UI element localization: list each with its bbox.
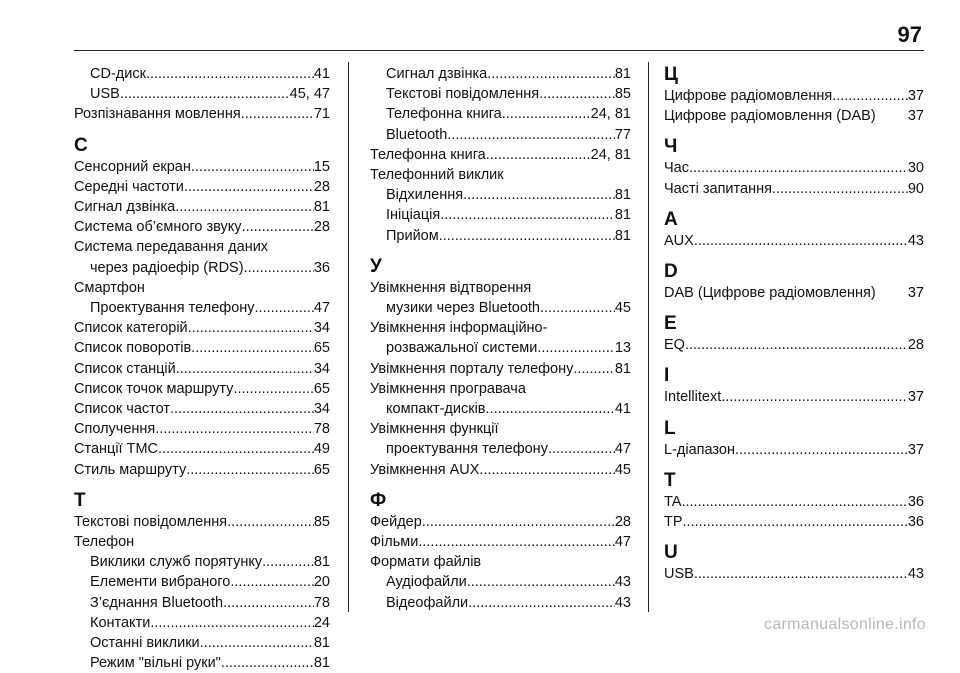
index-entry[interactable] — [74, 64, 330, 84]
index-entry[interactable] — [74, 157, 330, 177]
index-term: Система передавання даних — [74, 239, 269, 256]
index-entry-page: 43 — [907, 232, 924, 249]
index-entry-page: 81 — [313, 554, 330, 571]
index-entry-page: 78 — [313, 421, 330, 438]
index-entry-label: Система об’ємного звуку — [74, 219, 242, 236]
index-entry-label: Режим "вільні руки" — [90, 655, 221, 672]
index-entry-label: Телефонна книга — [386, 106, 502, 123]
leader-dots — [832, 86, 908, 106]
leader-dots — [486, 145, 591, 165]
index-entry-label: Увімкнення порталу телефону — [370, 360, 574, 377]
index-entry[interactable] — [370, 205, 631, 225]
index-entry-label: Контакти — [90, 614, 151, 631]
index-entry-label: Сигнал дзвінка — [386, 66, 488, 82]
index-entry-page: 43 — [907, 566, 924, 583]
index-entry-label: Список частот — [74, 401, 171, 418]
index-letter-heading: Т — [74, 489, 86, 511]
index-entry[interactable] — [370, 185, 631, 205]
column-divider — [648, 62, 649, 612]
index-entry[interactable] — [74, 419, 330, 439]
leader-dots — [502, 104, 591, 124]
index-entry-label: Текстові повідомлення — [74, 513, 228, 530]
leader-dots — [191, 338, 314, 358]
index-entry-page: 47 — [313, 300, 330, 317]
index-entry-label: Текстові повідомлення — [386, 86, 540, 103]
index-entry-label: через радіоефір (RDS) — [90, 259, 244, 276]
index-entry[interactable] — [74, 572, 330, 592]
index-term: Увімкнення програвача — [370, 380, 526, 397]
index-entry-label: Список поворотів — [74, 340, 192, 357]
leader-dots — [155, 419, 314, 439]
index-entry-label: Виклики служб порятунку — [90, 554, 263, 571]
index-letter-heading: U — [664, 542, 678, 564]
leader-dots — [468, 593, 615, 613]
index-entry[interactable] — [370, 338, 631, 358]
leader-dots — [537, 338, 615, 358]
leader-dots — [242, 217, 314, 237]
leader-dots — [422, 512, 615, 532]
index-entry[interactable] — [664, 283, 924, 303]
index-entry-label: Стиль маршруту — [74, 461, 187, 478]
index-term: Увімкнення відтворення — [370, 279, 532, 296]
index-entry[interactable] — [74, 318, 330, 338]
index-entry[interactable] — [370, 84, 631, 104]
leader-dots — [447, 125, 615, 145]
index-entry-label: USB — [90, 86, 120, 103]
index-entry-page: 37 — [907, 441, 924, 458]
index-entry-page: 81 — [614, 66, 631, 82]
leader-dots — [146, 64, 314, 84]
leader-dots — [721, 387, 908, 407]
index-entry-page: 47 — [614, 534, 631, 551]
index-term: Телефонний виклик — [370, 167, 504, 184]
index-entry-page: 78 — [313, 594, 330, 611]
index-entry-label: З’єднання Bluetooth — [90, 594, 224, 611]
index-entry[interactable] — [370, 226, 631, 246]
index-entry[interactable] — [370, 593, 631, 613]
index-entry-label: TP — [664, 514, 683, 531]
index-entry-label: Відхилення — [386, 187, 464, 204]
leader-dots — [158, 439, 314, 459]
index-entry-page: 34 — [313, 320, 330, 337]
leader-dots — [170, 399, 314, 419]
index-entry-label: Intellitext — [664, 389, 722, 406]
index-column-1 — [74, 64, 330, 673]
index-entry-page: 43 — [614, 574, 631, 591]
index-entry-label: Елементи вибраного — [90, 574, 231, 591]
index-entry-page: 24, 81 — [590, 106, 631, 123]
leader-dots — [467, 572, 615, 592]
index-entry-page: 81 — [614, 227, 631, 244]
index-term: Смартфон — [74, 279, 145, 296]
index-entry-label: Останні виклики — [90, 635, 200, 652]
index-entry[interactable] — [664, 492, 924, 512]
index-entry-label: Список станцій — [74, 360, 176, 377]
index-entry-page: 37 — [907, 108, 924, 125]
index-entry-page: 37 — [907, 285, 924, 302]
index-entry[interactable] — [370, 439, 631, 459]
index-entry[interactable] — [74, 439, 330, 459]
index-letter-heading: Ц — [664, 64, 678, 85]
index-letter-heading: E — [664, 313, 677, 335]
index-letter-heading: D — [664, 261, 678, 283]
index-entry[interactable] — [74, 298, 330, 318]
index-entry-label: USB — [664, 566, 694, 583]
index-entry-label: музики через Bluetooth — [386, 300, 540, 317]
index-entry-page: 28 — [313, 178, 330, 195]
index-entry-label: Цифрове радіомовлення — [664, 88, 833, 104]
leader-dots — [176, 359, 314, 379]
leader-dots — [200, 633, 314, 653]
index-entry-label: Список точок маршруту — [74, 380, 234, 397]
index-entry[interactable] — [74, 338, 330, 358]
index-entry-page: 45 — [614, 300, 631, 317]
index-entry-page: 49 — [313, 441, 330, 458]
index-entry-label: Станції TMC — [74, 441, 159, 458]
index-entry-page: 34 — [313, 401, 330, 418]
index-entry-label: Увімкнення AUX — [370, 461, 480, 478]
leader-dots — [418, 532, 615, 552]
leader-dots — [479, 460, 614, 480]
index-entry[interactable] — [664, 231, 924, 251]
index-entry-page: 85 — [313, 513, 330, 530]
index-entry-label: CD-диск — [90, 66, 146, 82]
leader-dots — [486, 399, 615, 419]
leader-dots — [685, 335, 908, 355]
leader-dots — [175, 197, 314, 217]
watermark: carmanualsonline.info — [764, 616, 926, 633]
index-entry-page: 28 — [313, 219, 330, 236]
index-entry[interactable] — [74, 359, 330, 379]
index-entry[interactable] — [74, 512, 330, 532]
index-entry[interactable] — [664, 512, 924, 532]
index-term: Формати файлів — [370, 554, 482, 571]
index-entry-page: 20 — [313, 574, 330, 591]
index-entry-label: розважальної системи — [386, 340, 538, 357]
index-entry[interactable] — [664, 86, 924, 106]
leader-dots — [735, 440, 908, 460]
leader-dots — [487, 64, 615, 84]
index-entry[interactable] — [664, 335, 924, 355]
leader-dots — [540, 298, 615, 318]
leader-dots — [227, 512, 314, 532]
leader-dots — [539, 84, 615, 104]
index-letter-heading: С — [74, 134, 88, 156]
index-entry-page: 34 — [313, 360, 330, 377]
index-entry-page: 45, 47 — [289, 86, 330, 103]
index-entry[interactable] — [370, 125, 631, 145]
index-entry-page: 37 — [907, 389, 924, 406]
index-entry-label: TA — [664, 493, 682, 510]
index-entry[interactable] — [370, 572, 631, 592]
index-entry[interactable] — [664, 564, 924, 584]
leader-dots — [120, 84, 290, 104]
index-entry-page: 43 — [614, 594, 631, 611]
index-entry[interactable] — [370, 399, 631, 419]
index-entry-label: Фільми — [370, 534, 419, 551]
leader-dots — [233, 379, 313, 399]
index-entry[interactable] — [370, 460, 631, 480]
index-column-2 — [370, 64, 631, 613]
index-entry[interactable] — [74, 593, 330, 613]
index-entry-label: Аудіофайли — [386, 574, 467, 591]
index-entry-page: 81 — [614, 207, 631, 224]
index-entry-page: 28 — [614, 513, 631, 530]
index-entry[interactable] — [74, 613, 330, 633]
index-entry-page: 81 — [313, 635, 330, 652]
index-entry-page: 15 — [313, 158, 330, 175]
index-letter-heading: T — [664, 469, 676, 491]
index-entry-label: Сенсорний екран — [74, 158, 191, 175]
index-entry-page: 77 — [614, 126, 631, 143]
index-entry-label: Часті запитання — [664, 180, 772, 197]
index-entry[interactable] — [664, 106, 924, 126]
index-entry[interactable] — [664, 440, 924, 460]
leader-dots — [184, 177, 314, 197]
index-entry-label: Час — [664, 160, 689, 177]
leader-dots — [223, 593, 314, 613]
leader-dots — [255, 298, 314, 318]
index-entry[interactable] — [74, 379, 330, 399]
index-entry-page: 36 — [907, 493, 924, 510]
leader-dots — [694, 231, 908, 251]
index-entry[interactable] — [74, 633, 330, 653]
index-entry-label: EQ — [664, 337, 685, 354]
leader-dots — [221, 653, 314, 673]
index-entry-page: 30 — [907, 160, 924, 177]
index-entry-label: Сигнал дзвінка — [74, 199, 176, 216]
leader-dots — [186, 460, 314, 480]
index-entry-page: 81 — [614, 187, 631, 204]
index-entry[interactable] — [370, 512, 631, 532]
index-entry-page: 28 — [907, 337, 924, 354]
leader-dots — [463, 185, 615, 205]
index-entry-label: Ініціація — [386, 207, 441, 224]
index-entry-label: Прийом — [386, 227, 439, 244]
index-entry[interactable] — [370, 104, 631, 124]
leader-dots — [440, 205, 615, 225]
index-entry-label: Bluetooth — [386, 126, 448, 143]
index-entry-page: 85 — [614, 86, 631, 103]
index-entry-label: AUX — [664, 232, 694, 249]
index-entry[interactable] — [74, 399, 330, 419]
leader-dots — [244, 258, 314, 278]
index-entry-page: 65 — [313, 340, 330, 357]
index-entry-page: 37 — [907, 88, 924, 104]
index-entry-label: компакт-дисків — [386, 401, 486, 418]
index-entry[interactable] — [74, 217, 330, 237]
index-entry-label: Цифрове радіомовлення (DAB) — [664, 108, 876, 125]
leader-dots — [191, 157, 314, 177]
index-entry[interactable] — [74, 653, 330, 673]
index-entry[interactable] — [370, 145, 631, 165]
index-entry-page: 90 — [907, 180, 924, 197]
leader-dots — [694, 564, 908, 584]
index-letter-heading: Ч — [664, 136, 678, 158]
index-entry-page: 13 — [614, 340, 631, 357]
index-entry-label: Телефонна книга — [370, 146, 486, 163]
index-letter-heading: Ф — [370, 489, 387, 511]
index-entry-page: 24, 81 — [590, 146, 631, 163]
index-entry-label: Середні частоти — [74, 178, 184, 195]
index-entry-page: 65 — [313, 461, 330, 478]
index-entry[interactable] — [370, 532, 631, 552]
leader-dots — [439, 226, 615, 246]
index-entry-page: 41 — [313, 66, 330, 82]
leader-dots — [689, 158, 908, 178]
index-entry-page: 36 — [313, 259, 330, 276]
index-entry-page: 47 — [614, 441, 631, 458]
leader-dots — [573, 359, 614, 379]
index-entry-label: Список категорій — [74, 320, 188, 337]
leader-dots — [188, 318, 314, 338]
leader-dots — [681, 492, 907, 512]
index-entry[interactable] — [370, 359, 631, 379]
index-entry[interactable] — [664, 387, 924, 407]
index-letter-heading: L — [664, 417, 676, 439]
index-entry-label: Проектування телефону — [90, 300, 255, 317]
index-entry-page: 41 — [614, 401, 631, 418]
leader-dots — [548, 439, 615, 459]
index-entry[interactable] — [74, 460, 330, 480]
index-entry[interactable] — [74, 197, 330, 217]
index-entry[interactable] — [74, 552, 330, 572]
index-entry[interactable] — [74, 177, 330, 197]
index-letter-heading: I — [664, 365, 670, 387]
index-entry-label: L-діапазон — [664, 441, 735, 458]
index-entry-page: 81 — [313, 199, 330, 216]
index-entry-label: Фейдер — [370, 513, 422, 530]
index-entry-page: 81 — [614, 360, 631, 377]
column-divider — [348, 62, 349, 612]
index-entry-label: Відеофайли — [386, 594, 469, 611]
index-term: Увімкнення функції — [370, 421, 499, 438]
page-number: 97 — [897, 22, 922, 47]
index-entry[interactable] — [370, 298, 631, 318]
index-entry[interactable] — [664, 179, 924, 199]
index-entry-page: 65 — [313, 380, 330, 397]
index-term: Телефон — [74, 534, 135, 551]
index-entry-page: 24 — [313, 614, 330, 631]
index-term: Увімкнення інформаційно- — [370, 320, 548, 337]
leader-dots — [150, 613, 314, 633]
index-letter-heading: A — [664, 208, 678, 230]
index-entry-page: 81 — [313, 655, 330, 672]
index-entry[interactable] — [74, 84, 330, 104]
index-entry[interactable] — [74, 258, 330, 278]
index-entry-label: Розпізнавання мовлення — [74, 106, 241, 123]
leader-dots — [772, 179, 908, 199]
index-entry-page: 36 — [907, 514, 924, 531]
index-entry-label: проектування телефону — [386, 441, 548, 458]
index-entry[interactable] — [74, 104, 330, 124]
index-entry-label: Сполучення — [74, 421, 156, 438]
index-entry-page: 71 — [313, 106, 330, 123]
header-rule — [74, 50, 924, 51]
leader-dots — [241, 104, 314, 124]
leader-dots — [683, 512, 908, 532]
index-entry[interactable] — [370, 64, 631, 84]
index-letter-heading: У — [370, 255, 382, 277]
index-entry[interactable] — [664, 158, 924, 178]
index-column-3 — [664, 64, 924, 584]
leader-dots — [262, 552, 314, 572]
leader-dots — [230, 572, 314, 592]
index-entry-page: 45 — [614, 461, 631, 478]
index-entry-label: DAB (Цифрове радіомовлення) — [664, 285, 876, 302]
